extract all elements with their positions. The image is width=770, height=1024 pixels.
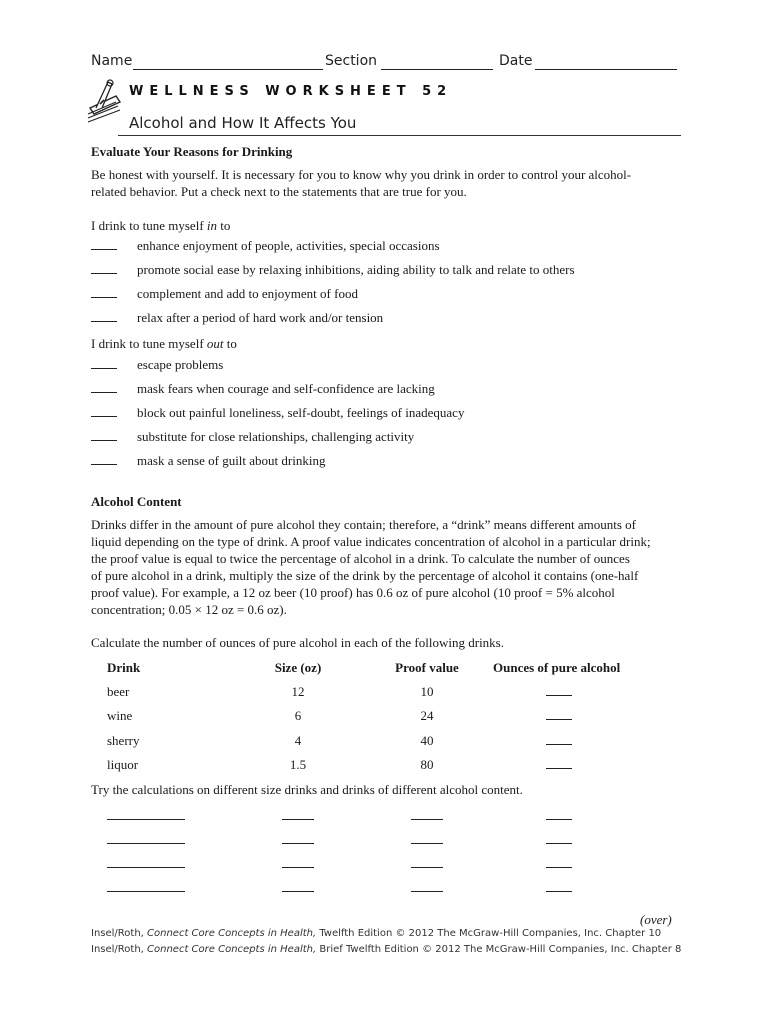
- table-row: [91, 733, 691, 750]
- blank-proof[interactable]: [411, 842, 443, 844]
- table-row: [91, 757, 691, 774]
- blank-size[interactable]: [282, 842, 314, 844]
- date-field[interactable]: [535, 55, 677, 70]
- blank-ounces[interactable]: [546, 866, 572, 868]
- blank-size[interactable]: [282, 890, 314, 892]
- worksheet-subtitle: Alcohol and How It Affects You: [129, 114, 357, 132]
- cell-drink: sherry: [107, 733, 140, 748]
- check-item[interactable]: [91, 453, 326, 470]
- blank-proof[interactable]: [411, 890, 443, 892]
- cell-size: 12: [291, 684, 305, 699]
- check-blank[interactable]: [91, 453, 117, 465]
- check-item[interactable]: [91, 381, 435, 398]
- cell-drink: wine: [107, 708, 133, 723]
- intro-line: Be honest with yourself. It is necessary for you to know why you drink in order to control your alcohol-: [91, 167, 632, 182]
- para-line: liquid depending on the type of drink. A proof value indicates concentration of alcohol in a particular drink;: [91, 534, 651, 549]
- cell-ounces-blank[interactable]: [546, 757, 572, 769]
- cell-drink: beer: [107, 684, 130, 699]
- check-item-text: block out painful loneliness, self-doubt, feelings of inadequacy: [137, 405, 465, 420]
- blank-drink[interactable]: [107, 842, 185, 844]
- table-row: [91, 708, 691, 725]
- check-item[interactable]: [91, 429, 415, 446]
- alcohol-table: [91, 660, 691, 780]
- check-blank[interactable]: [91, 381, 117, 393]
- name-field[interactable]: [133, 55, 323, 70]
- check-item-text: escape problems: [137, 357, 224, 372]
- blank-drink[interactable]: [107, 890, 185, 892]
- practice-row: [91, 812, 691, 824]
- para-line: proof value). For example, a 12 oz beer (10 proof) has 0.6 oz of pure alcohol (10 proof = 5% alcohol: [91, 585, 615, 600]
- check-item-text: substitute for close relationships, challenging activity: [137, 429, 415, 444]
- check-item-text: enhance enjoyment of people, activities, special occasions: [137, 238, 440, 253]
- title-rule: [118, 135, 681, 136]
- cell-ounces-blank[interactable]: [546, 733, 572, 745]
- table-header-size: Size (oz): [274, 660, 322, 675]
- blank-size[interactable]: [282, 818, 314, 820]
- footer-line: Insel/Roth, Connect Core Concepts in Health, Brief Twelfth Edition © 2012 The McGraw-Hill Companies, Inc. Chapter 8: [91, 944, 682, 955]
- check-blank[interactable]: [91, 429, 117, 441]
- blank-size[interactable]: [282, 866, 314, 868]
- worksheet-pen-icon: [86, 78, 126, 128]
- check-item-text: promote social ease by relaxing inhibitions, aiding ability to talk and relate to others: [137, 262, 575, 277]
- cell-proof: 80: [420, 757, 434, 772]
- check-blank[interactable]: [91, 238, 117, 250]
- blank-ounces[interactable]: [546, 818, 572, 820]
- cell-size: 1.5: [289, 757, 307, 772]
- check-blank[interactable]: [91, 310, 117, 322]
- try-prompt: Try the calculations on different size drinks and drinks of different alcohol content.: [91, 782, 523, 797]
- practice-row: [91, 836, 691, 848]
- alcohol-content-paragraph: [91, 516, 691, 618]
- header-fields: [91, 53, 681, 73]
- check-blank[interactable]: [91, 262, 117, 274]
- check-item[interactable]: [91, 262, 575, 279]
- blank-proof[interactable]: [411, 866, 443, 868]
- check-item[interactable]: [91, 357, 224, 374]
- cell-proof: 24: [420, 708, 434, 723]
- section-heading-alcohol-content: Alcohol Content: [91, 494, 182, 509]
- intro-paragraph: [91, 166, 691, 200]
- check-blank[interactable]: [91, 286, 117, 298]
- group-label-out: I drink to tune myself out to: [91, 336, 237, 351]
- practice-rows: [91, 812, 691, 902]
- para-line: Drinks differ in the amount of pure alcohol they contain; therefore, a “drink” means different amounts of: [91, 517, 636, 532]
- section-label: Section: [325, 53, 378, 69]
- cell-proof: 40: [420, 733, 434, 748]
- para-line: of pure alcohol in a drink, multiply the size of the drink by the percentage of alcohol it contains (one-half: [91, 568, 639, 583]
- blank-proof[interactable]: [411, 818, 443, 820]
- blank-ounces[interactable]: [546, 842, 572, 844]
- check-blank[interactable]: [91, 357, 117, 369]
- name-label: Name: [91, 53, 133, 69]
- section-field[interactable]: [381, 55, 493, 70]
- practice-row: [91, 860, 691, 872]
- table-header-drink: Drink: [107, 660, 141, 675]
- check-item[interactable]: [91, 405, 465, 422]
- check-item[interactable]: [91, 286, 358, 303]
- intro-line: related behavior. Put a check next to the statements that are true for you.: [91, 184, 467, 199]
- section-heading-reasons: Evaluate Your Reasons for Drinking: [91, 144, 293, 159]
- check-item-text: mask fears when courage and self-confidence are lacking: [137, 381, 435, 396]
- check-blank[interactable]: [91, 405, 117, 417]
- date-label: Date: [499, 53, 533, 69]
- worksheet-title: WELLNESS WORKSHEET 52: [129, 84, 453, 99]
- blank-ounces[interactable]: [546, 890, 572, 892]
- check-item-text: mask a sense of guilt about drinking: [137, 453, 326, 468]
- cell-size: 4: [294, 733, 302, 748]
- cell-size: 6: [294, 708, 302, 723]
- check-item-text: complement and add to enjoyment of food: [137, 286, 358, 301]
- cell-drink: liquor: [107, 757, 139, 772]
- para-line: concentration; 0.05 × 12 oz = 0.6 oz).: [91, 602, 287, 617]
- para-line: the proof value is equal to twice the percentage of alcohol in a drink. To calculate the number of ounces: [91, 551, 630, 566]
- blank-drink[interactable]: [107, 818, 185, 820]
- table-header-ounces: Ounces of pure alcohol: [493, 660, 621, 675]
- check-item-text: relax after a period of hard work and/or tension: [137, 310, 384, 325]
- check-item[interactable]: [91, 238, 440, 255]
- check-item[interactable]: [91, 310, 384, 327]
- footer-line: Insel/Roth, Connect Core Concepts in Health, Twelfth Edition © 2012 The McGraw-Hill Companies, Inc. Chapter 10: [91, 928, 662, 939]
- cell-ounces-blank[interactable]: [546, 684, 572, 696]
- group-label-in: I drink to tune myself in to: [91, 218, 231, 233]
- table-header-proof: Proof value: [395, 660, 459, 675]
- cell-proof: 10: [420, 684, 434, 699]
- calc-prompt: Calculate the number of ounces of pure alcohol in each of the following drinks.: [91, 635, 504, 650]
- over-label: (over): [640, 912, 672, 927]
- cell-ounces-blank[interactable]: [546, 708, 572, 720]
- practice-row: [91, 884, 691, 896]
- blank-drink[interactable]: [107, 866, 185, 868]
- table-row: [91, 684, 691, 701]
